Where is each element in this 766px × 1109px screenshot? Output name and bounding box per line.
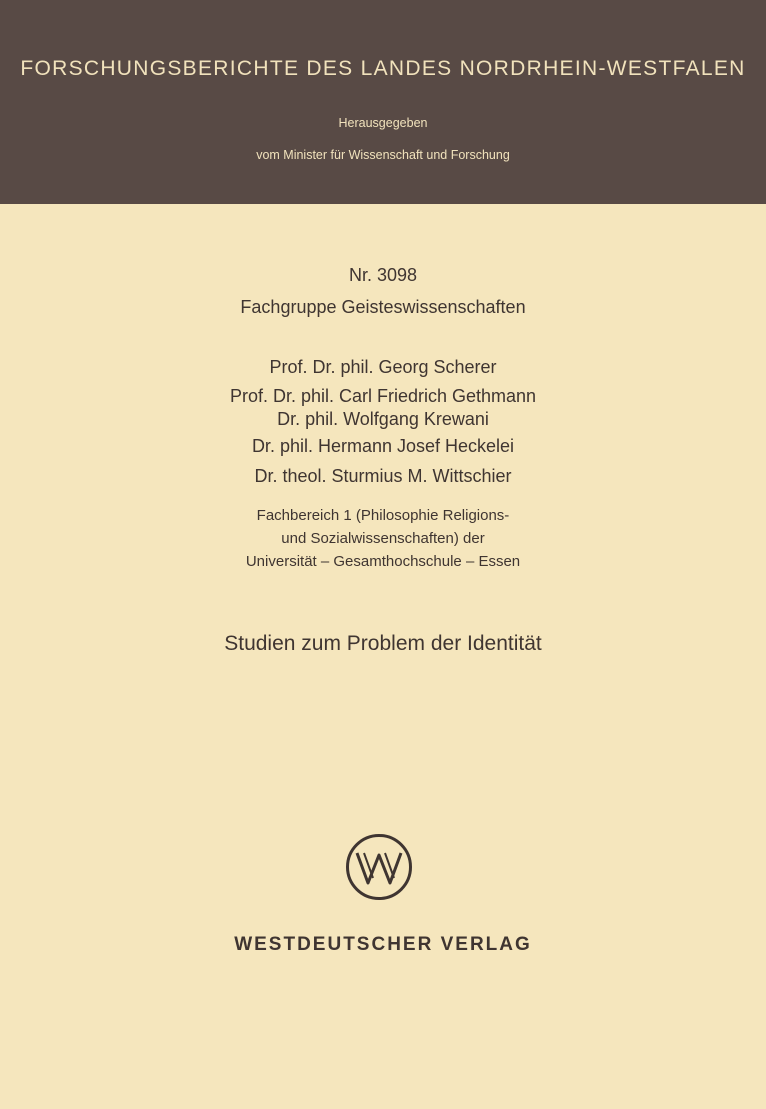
header-band — [0, 0, 766, 204]
author-name: Prof. Dr. phil. Georg Scherer — [269, 357, 497, 377]
institution-line: Fachbereich 1 (Philosophie Religions- — [256, 507, 510, 524]
institution-line: und Sozialwissenschaften) der — [281, 530, 485, 547]
author-name: Dr. phil. Wolfgang Krewani — [277, 409, 489, 429]
book-title: Studien zum Problem der Identität — [224, 632, 542, 655]
author-name: Dr. theol. Sturmius M. Wittschier — [254, 466, 512, 486]
editor-line: Herausgegeben — [338, 116, 428, 130]
publisher-logo-icon — [345, 833, 413, 901]
author-name: Dr. phil. Hermann Josef Heckelei — [251, 436, 515, 456]
editor-line: vom Minister für Wissenschaft und Forschung — [256, 148, 510, 162]
subject-group: Fachgruppe Geisteswissenschaften — [240, 297, 526, 317]
author-name: Prof. Dr. phil. Carl Friedrich Gethmann — [229, 386, 537, 406]
publisher-name: WESTDEUTSCHER VERLAG — [234, 934, 532, 955]
volume-number: Nr. 3098 — [348, 265, 418, 285]
series-title: FORSCHUNGSBERICHTE DES LANDES NORDRHEIN-WESTFALEN — [20, 57, 746, 80]
institution-line: Universität – Gesamthochschule – Essen — [245, 553, 521, 570]
